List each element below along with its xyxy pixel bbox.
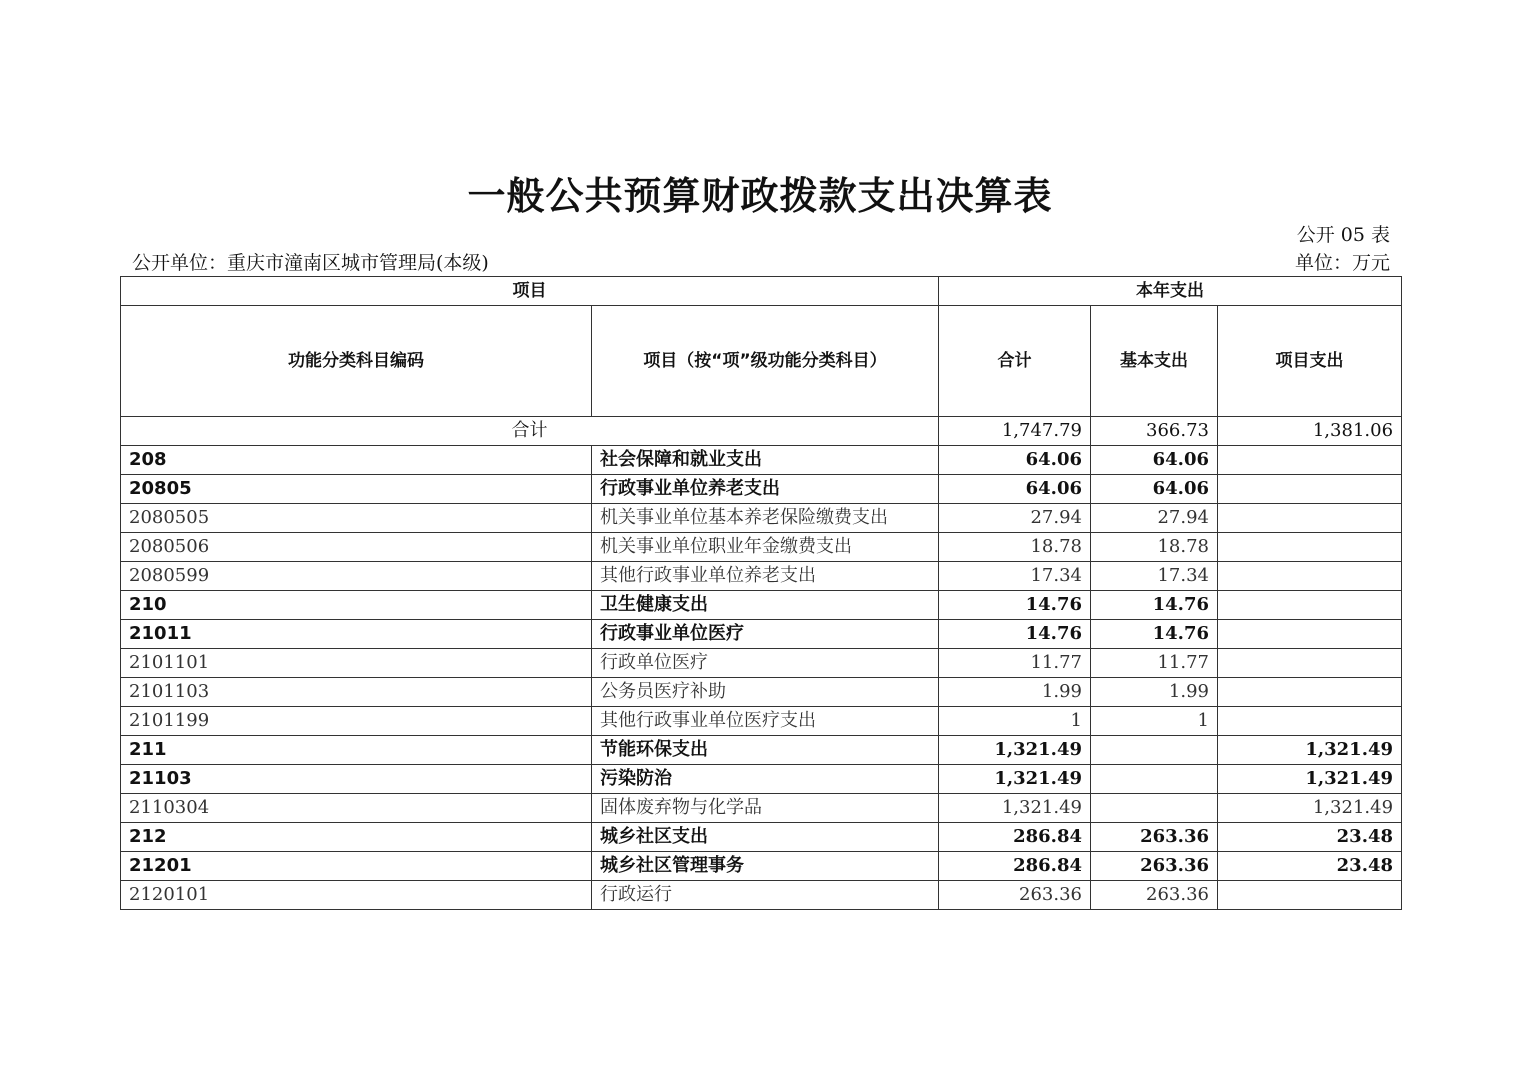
basic-cell: 64.06 — [1091, 475, 1218, 504]
header-basic: 基本支出 — [1091, 306, 1218, 417]
name-cell: 社会保障和就业支出 — [592, 446, 939, 475]
basic-cell: 14.76 — [1091, 620, 1218, 649]
project-cell: 1,321.49 — [1218, 794, 1402, 823]
total-cell: 1,321.49 — [939, 736, 1091, 765]
code-cell: 2101103 — [121, 678, 592, 707]
project-cell — [1218, 475, 1402, 504]
table-row — [121, 591, 1402, 620]
total-project: 1,381.06 — [1218, 417, 1402, 446]
code-cell: 21103 — [121, 765, 592, 794]
code-cell: 210 — [121, 591, 592, 620]
header-row-1 — [121, 277, 1402, 306]
basic-cell: 263.36 — [1091, 852, 1218, 881]
name-cell: 机关事业单位基本养老保险缴费支出 — [592, 504, 939, 533]
form-number: 公开 05 表 — [1296, 224, 1390, 246]
table-row — [121, 736, 1402, 765]
code-cell: 2080599 — [121, 562, 592, 591]
name-cell: 固体废弃物与化学品 — [592, 794, 939, 823]
table-row — [121, 678, 1402, 707]
total-cell: 14.76 — [939, 620, 1091, 649]
table-row — [121, 707, 1402, 736]
project-cell — [1218, 707, 1402, 736]
header-code: 功能分类科目编码 — [121, 306, 592, 417]
project-cell: 1,321.49 — [1218, 736, 1402, 765]
basic-cell: 17.34 — [1091, 562, 1218, 591]
currency-unit: 单位：万元 — [1294, 252, 1390, 274]
basic-cell: 263.36 — [1091, 881, 1218, 910]
name-cell: 污染防治 — [592, 765, 939, 794]
total-cell: 1,321.49 — [939, 794, 1091, 823]
total-basic: 366.73 — [1091, 417, 1218, 446]
basic-cell — [1091, 794, 1218, 823]
basic-cell — [1091, 736, 1218, 765]
page-title: 一般公共预算财政拨款支出决算表 — [467, 173, 1053, 218]
header-total: 合计 — [939, 306, 1091, 417]
name-cell: 其他行政事业单位养老支出 — [592, 562, 939, 591]
table-row — [121, 446, 1402, 475]
name-cell: 其他行政事业单位医疗支出 — [592, 707, 939, 736]
table-row — [121, 881, 1402, 910]
name-cell: 公务员医疗补助 — [592, 678, 939, 707]
table-row — [121, 852, 1402, 881]
basic-cell: 1 — [1091, 707, 1218, 736]
code-cell: 20805 — [121, 475, 592, 504]
name-cell: 行政事业单位医疗 — [592, 620, 939, 649]
header-annual-expenditure: 本年支出 — [939, 277, 1402, 306]
basic-cell: 64.06 — [1091, 446, 1218, 475]
code-cell: 21201 — [121, 852, 592, 881]
code-cell: 212 — [121, 823, 592, 852]
project-cell — [1218, 649, 1402, 678]
code-cell: 2120101 — [121, 881, 592, 910]
name-cell: 行政事业单位养老支出 — [592, 475, 939, 504]
code-cell: 2101199 — [121, 707, 592, 736]
total-cell: 286.84 — [939, 852, 1091, 881]
project-cell — [1218, 504, 1402, 533]
basic-cell: 263.36 — [1091, 823, 1218, 852]
table-row — [121, 620, 1402, 649]
expenditure-table — [120, 276, 1402, 910]
total-row — [121, 417, 1402, 446]
total-cell: 17.34 — [939, 562, 1091, 591]
table-row — [121, 823, 1402, 852]
total-cell: 286.84 — [939, 823, 1091, 852]
total-cell: 11.77 — [939, 649, 1091, 678]
name-cell: 卫生健康支出 — [592, 591, 939, 620]
project-cell — [1218, 620, 1402, 649]
table-row — [121, 533, 1402, 562]
name-cell: 节能环保支出 — [592, 736, 939, 765]
header-row-2 — [121, 306, 1402, 417]
name-cell: 城乡社区支出 — [592, 823, 939, 852]
table-row — [121, 794, 1402, 823]
header-project: 项目支出 — [1218, 306, 1402, 417]
total-cell: 64.06 — [939, 446, 1091, 475]
total-cell: 1.99 — [939, 678, 1091, 707]
code-cell: 211 — [121, 736, 592, 765]
project-cell: 1,321.49 — [1218, 765, 1402, 794]
basic-cell: 11.77 — [1091, 649, 1218, 678]
project-cell: 23.48 — [1218, 852, 1402, 881]
table-row — [121, 475, 1402, 504]
name-cell: 行政运行 — [592, 881, 939, 910]
code-cell: 2080505 — [121, 504, 592, 533]
total-label: 合计 — [121, 417, 939, 446]
code-cell: 208 — [121, 446, 592, 475]
project-cell — [1218, 591, 1402, 620]
table-body — [121, 417, 1402, 910]
total-cell: 263.36 — [939, 881, 1091, 910]
code-cell: 2080506 — [121, 533, 592, 562]
name-cell: 机关事业单位职业年金缴费支出 — [592, 533, 939, 562]
project-cell — [1218, 881, 1402, 910]
code-cell: 2101101 — [121, 649, 592, 678]
total-cell: 1,321.49 — [939, 765, 1091, 794]
header-name: 项目（按“项”级功能分类科目） — [592, 306, 939, 417]
project-cell — [1218, 446, 1402, 475]
total-cell: 18.78 — [939, 533, 1091, 562]
code-cell: 21011 — [121, 620, 592, 649]
table-row — [121, 504, 1402, 533]
unit-line — [132, 248, 1390, 275]
total-sum: 1,747.79 — [939, 417, 1091, 446]
project-cell — [1218, 533, 1402, 562]
name-cell: 行政单位医疗 — [592, 649, 939, 678]
basic-cell: 1.99 — [1091, 678, 1218, 707]
basic-cell — [1091, 765, 1218, 794]
total-cell: 27.94 — [939, 504, 1091, 533]
basic-cell: 18.78 — [1091, 533, 1218, 562]
project-cell: 23.48 — [1218, 823, 1402, 852]
reporting-unit: 公开单位：重庆市潼南区城市管理局(本级) — [132, 252, 489, 274]
table-row — [121, 765, 1402, 794]
project-cell — [1218, 678, 1402, 707]
project-cell — [1218, 562, 1402, 591]
table-row — [121, 649, 1402, 678]
total-cell: 64.06 — [939, 475, 1091, 504]
table-row — [121, 562, 1402, 591]
code-cell: 2110304 — [121, 794, 592, 823]
basic-cell: 14.76 — [1091, 591, 1218, 620]
name-cell: 城乡社区管理事务 — [592, 852, 939, 881]
basic-cell: 27.94 — [1091, 504, 1218, 533]
total-cell: 1 — [939, 707, 1091, 736]
total-cell: 14.76 — [939, 591, 1091, 620]
header-item: 项目 — [121, 277, 939, 306]
